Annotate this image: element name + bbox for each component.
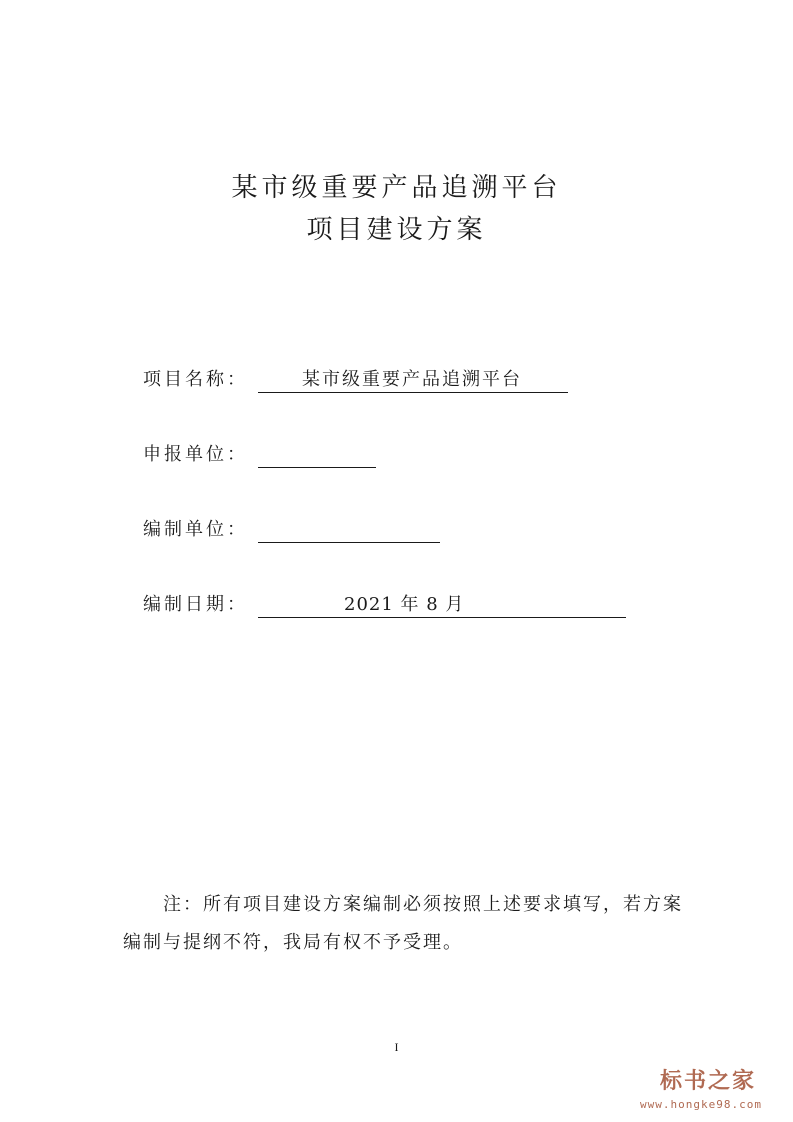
document-title-line-1: 某市级重要产品追溯平台 xyxy=(231,173,562,203)
watermark-url: www.hongke98.com xyxy=(640,1098,762,1111)
project-name-line xyxy=(258,367,568,393)
date-line xyxy=(258,592,626,618)
compiler-line xyxy=(258,517,440,543)
watermark-title: 标书之家 xyxy=(660,1069,757,1094)
document-title-line-2: 项目建设方案 xyxy=(306,215,487,245)
date-value: 2021 年 8 月 xyxy=(344,594,465,615)
date-label: 编制日期： xyxy=(143,594,248,615)
project-name-value: 某市级重要产品追溯平台 xyxy=(302,369,522,390)
project-name-label: 项目名称： xyxy=(143,369,248,390)
compiler-label: 编制单位： xyxy=(143,519,248,540)
applicant-line xyxy=(258,442,376,468)
applicant-label: 申报单位： xyxy=(143,444,248,465)
page-number: I xyxy=(394,1040,399,1054)
submission-note: 注：所有项目建设方案编制必须按照上述要求填写，若方案编制与提纲不符，我局有权不予受理。 xyxy=(123,894,683,953)
watermark-logo xyxy=(630,1064,790,1118)
